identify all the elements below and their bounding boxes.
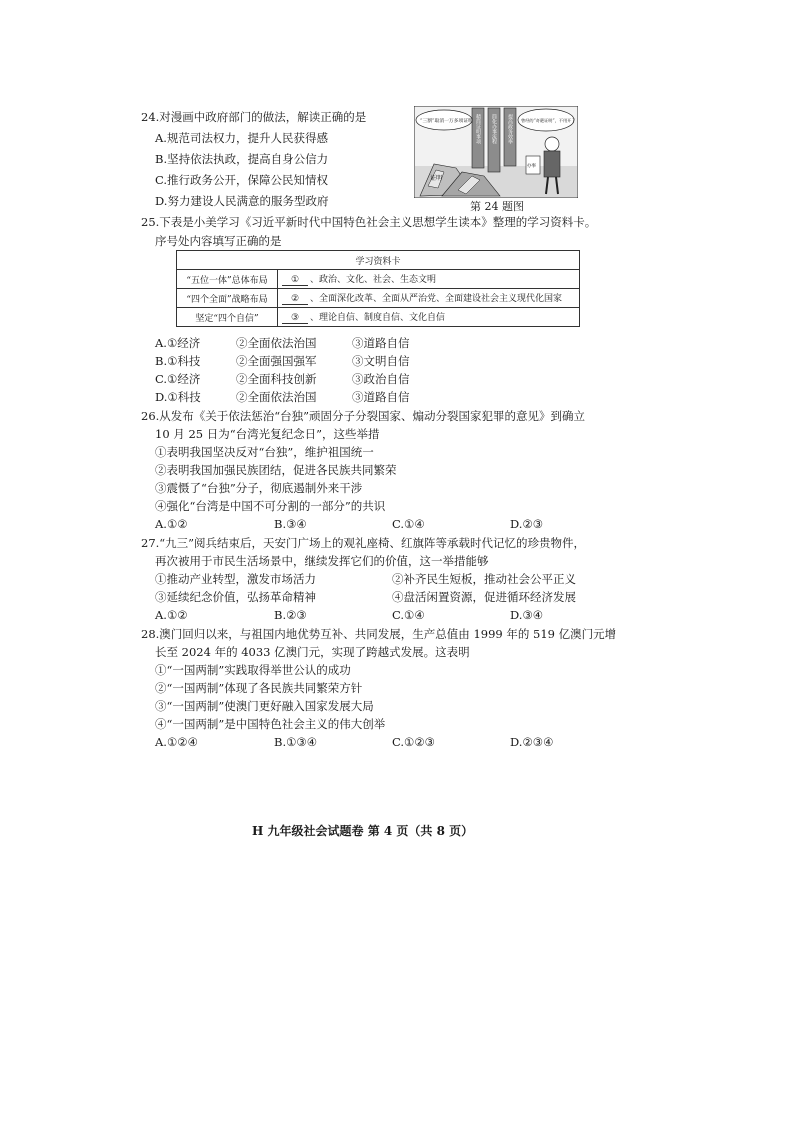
q25-stem-line-1: 25.下表是小美学习《习近平新时代中国特色社会主义思想学生读本》整理的学习资料卡。 xyxy=(141,215,597,229)
q28-option-b: B.①③④ xyxy=(274,735,318,749)
q26-statement-4: ④强化“台湾是中国不可分割的一部分”的共识 xyxy=(155,499,386,513)
q26-statement-3: ③震慑了“台独”分子，彻底遏制外来干涉 xyxy=(155,481,363,495)
row-label: “四个全面”战略布局 xyxy=(177,289,278,308)
q24-option-c: C.推行政务公开，保障公民知情权 xyxy=(155,173,329,187)
row-text: 、全面深化改革、全面从严治党、全面建设社会主义现代化国家 xyxy=(310,294,563,304)
q28-option-a: A.①②④ xyxy=(155,735,198,749)
q27-statement-3: ③延续纪念价值，弘扬革命精神 xyxy=(155,590,316,604)
q26-option-b: B.③④ xyxy=(274,517,307,531)
pillar-label-2: 简化办事流程 xyxy=(491,114,497,144)
q26-statement-1: ①表明我国坚决反对“台独”，维护祖国统一 xyxy=(155,445,374,459)
row-text: 、政治、文化、社会、生态文明 xyxy=(310,275,437,285)
q24-option-a: A.规范司法权力，提升人民获得感 xyxy=(155,131,328,145)
stamp-label: 证明 xyxy=(430,175,443,182)
q24-caption: 第 24 题图 xyxy=(470,200,524,213)
study-card-row xyxy=(177,289,580,308)
blank-number: ③ xyxy=(282,313,308,324)
bubble-right-text: 曾经的“奇葩证明”，不用开了 xyxy=(521,118,576,123)
q24-stem: 24.对漫画中政府部门的做法，解读正确的是 xyxy=(141,110,367,124)
q26-option-c: C.①④ xyxy=(392,517,425,531)
q25-option-c-2: ②全面科技创新 xyxy=(236,372,317,386)
q25-option-d-2: ②全面依法治国 xyxy=(236,390,317,404)
q25-option-a-2: ②全面依法治国 xyxy=(236,336,317,350)
q27-option-a: A.①② xyxy=(155,608,188,622)
q28-statement-4: ④“一国两制”是中国特色社会主义的伟大创举 xyxy=(155,717,386,731)
q25-option-b-3: ③文明自信 xyxy=(352,354,410,368)
q24-cartoon xyxy=(414,106,578,198)
q27-stem-line-1: 27.“九三”阅兵结束后，天安门广场上的观礼座椅、红旗阵等承载时代记忆的珍贵物件， xyxy=(141,536,586,550)
row-text: 、理论自信、制度自信、文化自信 xyxy=(310,313,446,323)
q27-statement-1: ①推动产业转型，激发市场活力 xyxy=(155,572,316,586)
study-card-row xyxy=(177,270,580,289)
blank-number: ② xyxy=(282,294,308,305)
q25-option-b-1: B.①科技 xyxy=(155,354,201,368)
q26-stem-line-1: 26.从发布《关于依法惩治“台独”顽固分子分裂国家、煽动分裂国家犯罪的意见》到确立 xyxy=(141,409,586,423)
page-footer: H 九年级社会试题卷 第 4 页（共 8 页） xyxy=(252,824,474,838)
bubble-left-text: “三割”取消一万多项证明 xyxy=(420,119,473,124)
q26-option-a: A.①② xyxy=(155,517,188,531)
study-card-table xyxy=(176,250,580,327)
pillar-label-3: 提高政务效率 xyxy=(507,114,513,144)
q27-statement-2: ②补齐民生短板，推动社会公平正义 xyxy=(392,572,576,586)
q27-statement-4: ④盘活闲置资源，促进循环经济发展 xyxy=(392,590,576,604)
q25-option-c-3: ③政治自信 xyxy=(352,372,410,386)
q27-option-b: B.②③ xyxy=(274,608,307,622)
q28-statement-2: ②“一国两制”体现了各民族共同繁荣方针 xyxy=(155,681,363,695)
q28-statement-3: ③“一国两制”使澳门更好融入国家发展大局 xyxy=(155,699,374,713)
q25-option-d-1: D.①科技 xyxy=(155,390,201,404)
q27-option-d: D.③④ xyxy=(510,608,544,622)
row-content xyxy=(278,308,580,327)
pillar-label-1: 精简证明事项 xyxy=(475,114,481,144)
q25-option-c-1: C.①经济 xyxy=(155,372,201,386)
blank-number: ① xyxy=(282,275,308,286)
q25-option-b-2: ②全面强国强军 xyxy=(236,354,317,368)
q28-option-d: D.②③④ xyxy=(510,735,554,749)
file-label: 办事 xyxy=(527,164,536,169)
q27-option-c: C.①④ xyxy=(392,608,425,622)
q25-option-a-1: A.①经济 xyxy=(155,336,201,350)
q26-statement-2: ②表明我国加强民族团结，促进各民族共同繁荣 xyxy=(155,463,397,477)
q28-statement-1: ①“一国两制”实践取得举世公认的成功 xyxy=(155,663,351,677)
q27-stem-line-2: 再次被用于市民生活场景中，继续发挥它们的价值，这一举措能够 xyxy=(155,554,489,568)
study-card-row xyxy=(177,308,580,327)
row-label: 坚定“四个自信” xyxy=(177,308,278,327)
q28-stem-line-2: 长至 2024 年的 4033 亿澳门元，实现了跨越式发展。这表明 xyxy=(155,645,470,659)
q25-option-a-3: ③道路自信 xyxy=(352,336,410,350)
q25-stem-line-2: 序号处内容填写正确的是 xyxy=(155,234,282,248)
q26-option-d: D.②③ xyxy=(510,517,544,531)
row-content xyxy=(278,289,580,308)
q25-option-d-3: ③道路自信 xyxy=(352,390,410,404)
study-card-title: 学习资料卡 xyxy=(177,251,580,270)
row-content xyxy=(278,270,580,289)
q24-option-b: B.坚持依法执政，提高自身公信力 xyxy=(155,152,329,166)
q28-option-c: C.①②③ xyxy=(392,735,435,749)
q24-option-d: D.努力建设人民满意的服务型政府 xyxy=(155,194,329,208)
row-label: “五位一体”总体布局 xyxy=(177,270,278,289)
q28-stem-line-1: 28.澳门回归以来，与祖国内地优势互补、共同发展，生产总值由 1999 年的 519 亿澳门元增 xyxy=(141,627,617,641)
q26-stem-line-2: 10 月 25 日为“台湾光复纪念日”，这些举措 xyxy=(155,427,380,441)
